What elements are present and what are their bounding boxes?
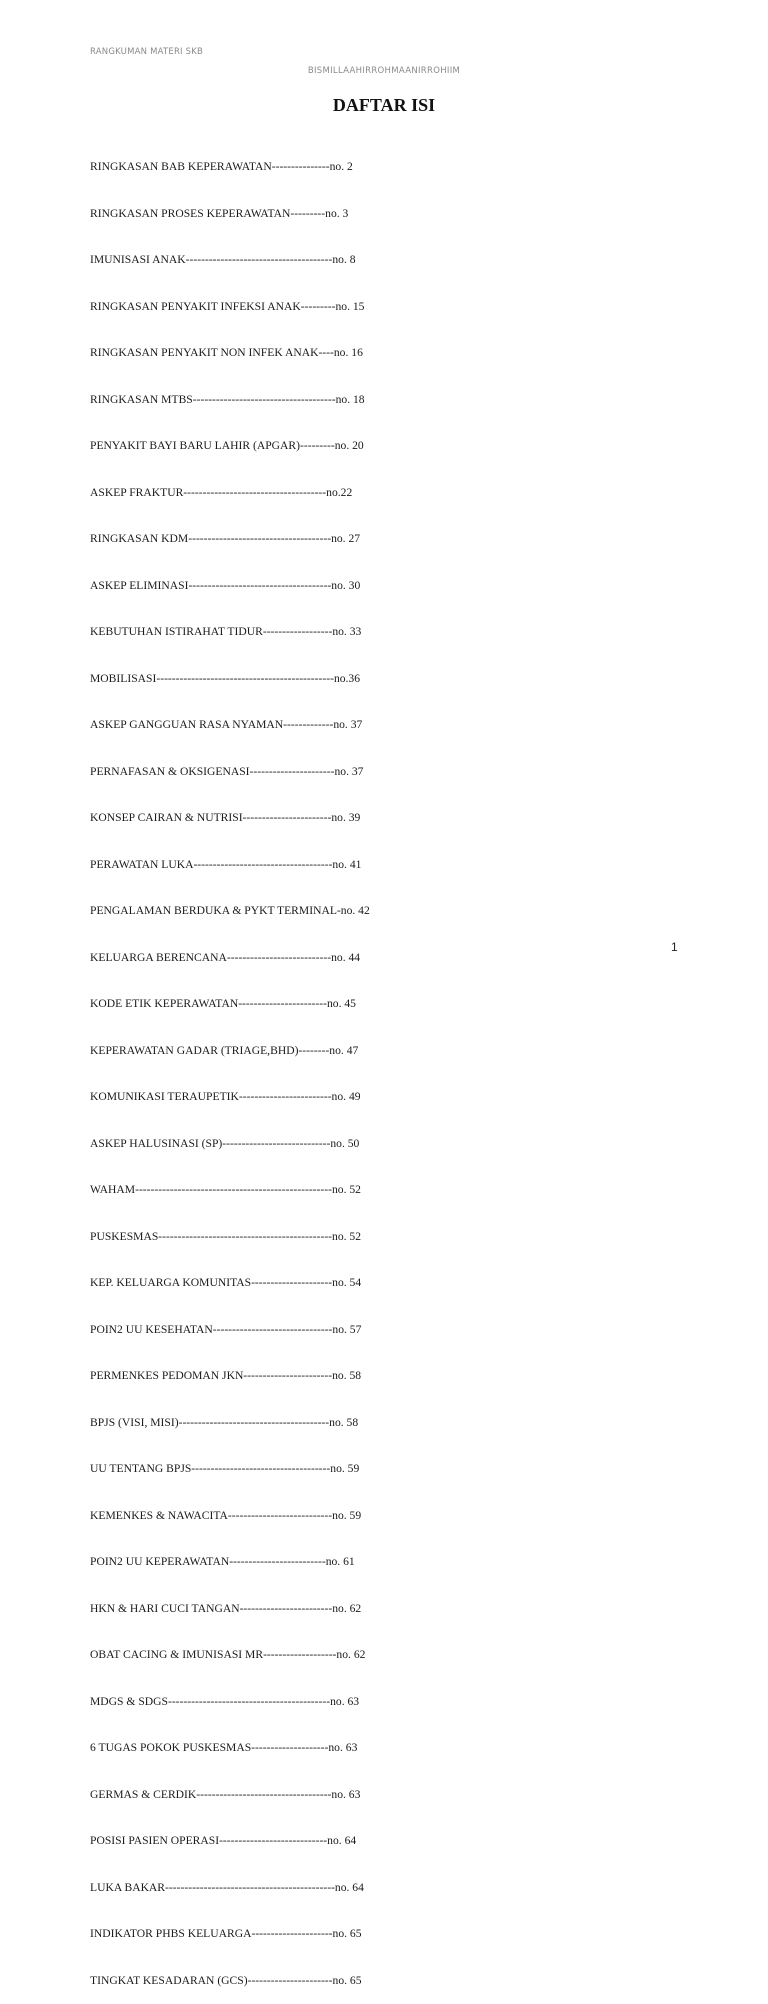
toc-entry: PERAWATAN LUKA------------------------------------no. 41 (90, 857, 362, 871)
toc-entry: RINGKASAN PROSES KEPERAWATAN---------no. 3 (90, 206, 349, 220)
toc-entry: POIN2 UU KESEHATAN-------------------------------no. 57 (90, 1322, 362, 1336)
toc-entry: PUSKESMAS---------------------------------------------no. 52 (90, 1229, 362, 1243)
toc-entry: HKN & HARI CUCI TANGAN------------------------no. 62 (90, 1601, 362, 1615)
toc-entry: KONSEP CAIRAN & NUTRISI-----------------------no. 39 (90, 811, 361, 824)
toc-entry: 6 TUGAS POKOK PUSKESMAS--------------------no. 63 (90, 1741, 358, 1754)
toc-entry: RINGKASAN KDM-------------------------------------no. 27 (90, 532, 361, 545)
toc-entry: KEPERAWATAN GADAR (TRIAGE,BHD)--------no. 47 (90, 1043, 359, 1057)
toc-entry: LUKA BAKAR--------------------------------------------no. 64 (90, 1880, 364, 1894)
toc-entry: KEBUTUHAN ISTIRAHAT TIDUR------------------no. 33 (90, 625, 362, 638)
toc-entry: ASKEP FRAKTUR-------------------------------------no.22 (90, 485, 353, 499)
toc-entry: INDIKATOR PHBS KELUARGA---------------------no. 65 (90, 1927, 362, 1940)
toc-entry: ASKEP HALUSINASI (SP)----------------------------no. 50 (90, 1136, 360, 1150)
toc-entry: OBAT CACING & IMUNISASI MR-------------------no. 62 (90, 1648, 366, 1661)
toc-entry: RINGKASAN MTBS-------------------------------------no. 18 (90, 392, 365, 406)
toc-entry: RINGKASAN PENYAKIT INFEKSI ANAK---------no. 15 (90, 299, 365, 313)
toc-entry: KEMENKES & NAWACITA---------------------------no. 59 (90, 1508, 362, 1522)
toc-entry: WAHAM---------------------------------------------------no. 52 (90, 1183, 361, 1196)
toc-entry: MOBILISASI----------------------------------------------no.36 (90, 671, 361, 685)
toc-entry: ASKEP ELIMINASI-------------------------------------no. 30 (90, 578, 361, 592)
toc-entry: PENGALAMAN BERDUKA & PYKT TERMINAL-no. 42 (90, 904, 370, 917)
toc-entry: UU TENTANG BPJS------------------------------------no. 59 (90, 1462, 360, 1475)
toc-entry: KELUARGA BERENCANA---------------------------no. 44 (90, 950, 361, 964)
toc-entry: POIN2 UU KEPERAWATAN-------------------------no. 61 (90, 1555, 355, 1568)
toc-entry: PERMENKES PEDOMAN JKN-----------------------no. 58 (90, 1369, 362, 1382)
toc-entry: PERNAFASAN & OKSIGENASI----------------------no. 37 (90, 764, 364, 778)
toc-list (90, 128, 370, 2004)
toc-entry: TINGKAT KESADARAN (GCS)----------------------no. 65 (90, 1973, 362, 1987)
toc-entry: KODE ETIK KEPERAWATAN-----------------------no. 45 (90, 997, 356, 1010)
toc-entry: GERMAS & CERDIK-----------------------------------no. 63 (90, 1787, 361, 1801)
toc-entry: POSISI PASIEN OPERASI----------------------------no. 64 (90, 1834, 357, 1847)
toc-entry: RINGKASAN BAB KEPERAWATAN---------------no. 2 (90, 160, 353, 173)
toc-entry: IMUNISASI ANAK--------------------------------------no. 8 (90, 253, 356, 266)
toc-entry: PENYAKIT BAYI BARU LAHIR (APGAR)---------no. 20 (90, 439, 364, 452)
toc-entry: MDGS & SDGS------------------------------------------no. 63 (90, 1694, 360, 1708)
page-number: 1 (671, 940, 678, 954)
toc-entry: KEP. KELUARGA KOMUNITAS---------------------no. 54 (90, 1276, 362, 1289)
toc-entry: KOMUNIKASI TERAUPETIK------------------------no. 49 (90, 1090, 361, 1103)
toc-entry: BPJS (VISI, MISI)---------------------------------------no. 58 (90, 1415, 359, 1429)
toc-entry: RINGKASAN PENYAKIT NON INFEK ANAK----no. 16 (90, 346, 363, 359)
toc-entry: ASKEP GANGGUAN RASA NYAMAN-------------no. 37 (90, 718, 363, 731)
toc-title: DAFTAR ISI (332, 95, 436, 115)
basmala-subtitle: BISMILLAAHIRROHMAANIRROHIIM (307, 66, 461, 76)
running-header: RANGKUMAN MATERI SKB (90, 47, 204, 57)
